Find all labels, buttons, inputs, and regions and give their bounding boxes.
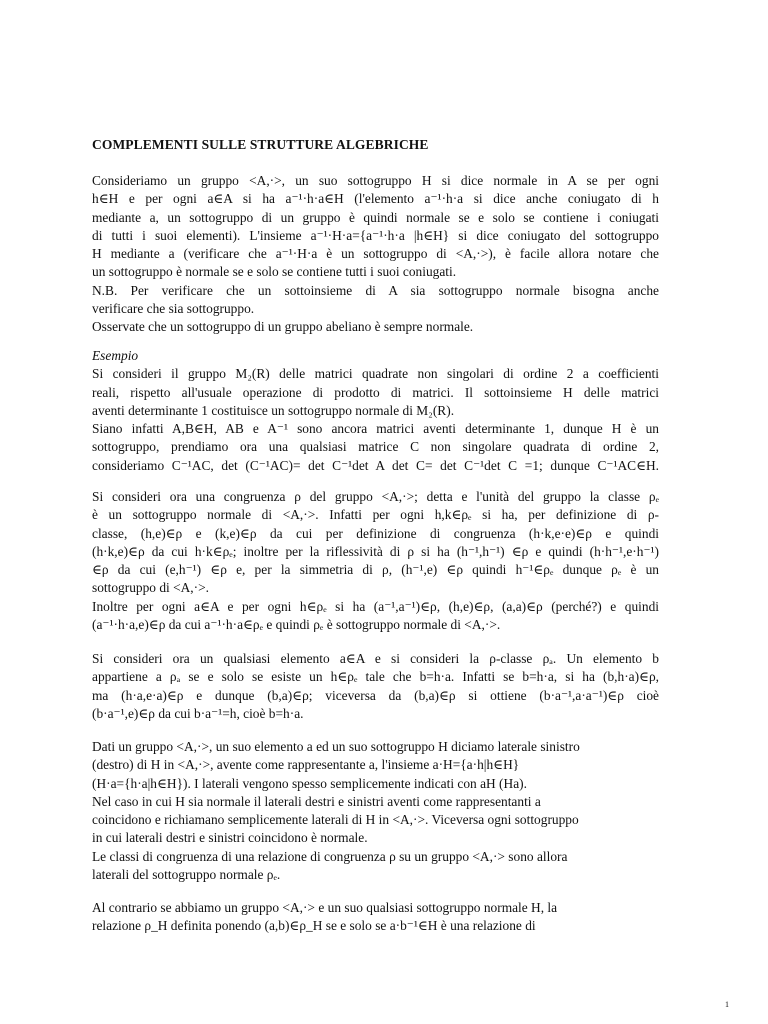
- paragraph-normal-subgroup: [92, 172, 659, 337]
- text-line: sottogruppo di <A,·>.: [92, 580, 210, 596]
- text-line: h∈H e per ogni a∈A si ha a⁻¹·h·a∈H (l'elemento a⁻¹·h·a si dice anche coniugato di h: [92, 191, 659, 207]
- text-line: in cui laterali destri e sinistri coincidono è normale.: [92, 830, 368, 846]
- text-line: (a⁻¹·h·a,e)∈ρ da cui a⁻¹·h·a∈ρₑ e quindi ρₑ è sottogruppo normale di <A,·>.: [92, 617, 501, 633]
- text-line: Si consideri ora un qualsiasi elemento a∈A e si consideri la ρ-classe ρₐ. Un elemento b: [92, 651, 659, 666]
- text-line: H mediante a (verificare che a⁻¹·H·a è un sottogruppo di <A,·>), è facile allora notare che: [92, 246, 659, 262]
- page-number: 1: [725, 1000, 729, 1009]
- text-line: aventi determinante 1 costituisce un sottogruppo normale di M₂(R).: [92, 402, 455, 418]
- example-label: Esempio: [92, 348, 139, 363]
- text-line: reali, rispetto all'usuale operazione di prodotto di matrici. Il sottoinsieme H delle matrici: [92, 384, 659, 400]
- paragraph-cosets: [92, 738, 659, 884]
- text-line: Si consideri ora una congruenza ρ del gruppo <A,·>; detta e l'unità del gruppo la classe ρₑ: [92, 489, 659, 504]
- text-line: (destro) di H in <A,·>, avente come rappresentante a, l'insieme a·H={a·h|h∈H}: [92, 757, 520, 773]
- paragraph-congruence: [92, 488, 659, 634]
- text-line: coincidono e richiamano semplicemente laterali di H in <A,·>. Viceversa ogni sottogruppo: [92, 812, 579, 828]
- text-line: (b·a⁻¹,e)∈ρ da cui b·a⁻¹=h, cioè b=h·a.: [92, 705, 304, 721]
- paragraph-rho-class: [92, 650, 659, 723]
- text-line: consideriamo C⁻¹AC, det (C⁻¹AC)= det C⁻¹det A det C= det C⁻¹det C =1; dunque C⁻¹AC∈H.: [92, 457, 659, 473]
- text-line: relazione ρ_H definita ponendo (a,b)∈ρ_H se e solo se a·b⁻¹∈H è una relazione di: [92, 918, 536, 934]
- text-line: N.B. Per verificare che un sottoinsieme di A sia sottogruppo normale bisogna anche: [92, 282, 659, 298]
- example-section: [92, 347, 659, 475]
- text-line: Siano infatti A,B∈H, AB e A⁻¹ sono ancora matrici aventi determinante 1, dunque H è un: [92, 421, 659, 437]
- text-line: classe, (h,e)∈ρ e (k,e)∈ρ da cui per definizione di congruenza (h·k,e·e)∈ρ e quindi: [92, 525, 659, 541]
- text-line: (H·a={h·a|h∈H}). I laterali vengono spesso semplicemente indicati con aH (Ha).: [92, 775, 527, 791]
- text-line: laterali del sottogruppo normale ρₑ.: [92, 867, 281, 883]
- text-line: (h·k,e)∈ρ da cui h·k∈ρₑ; inoltre per la riflessività di ρ si ha (h⁻¹,h⁻¹) ∈ρ e quindi (h·h⁻¹,e·h⁻¹): [92, 543, 659, 559]
- page-title: COMPLEMENTI SULLE STRUTTURE ALGEBRICHE: [92, 137, 429, 152]
- text-line: sottogruppo, prendiamo ora una qualsiasi matrice C non singolare quadrata di ordine 2,: [92, 439, 659, 455]
- text-line: Inoltre per ogni a∈A e per ogni h∈ρₑ si ha (a⁻¹,a⁻¹)∈ρ, (h,e)∈ρ, (a,a)∈ρ (perché?) e quindi: [92, 598, 659, 614]
- text-line: Osservate che un sottogruppo di un gruppo abeliano è sempre normale.: [92, 319, 474, 335]
- text-line: di tutti i suoi elementi). L'insieme a⁻¹·H·a={a⁻¹·h·a |h∈H} si dice coniugato del sottogruppo: [92, 227, 659, 243]
- text-line: Le classi di congruenza di una relazione di congruenza ρ su un gruppo <A,·> sono allora: [92, 848, 568, 864]
- text-line: appartiene a ρₐ se e solo se esiste un h∈ρₑ tale che b=h·a. Infatti se b=h·a, si ha (b,h·a)∈ρ,: [92, 669, 659, 685]
- text-line: Nel caso in cui H sia normale il laterali destri e sinistri aventi come rappresentanti a: [92, 793, 541, 809]
- text-line: è un sottogruppo normale di <A,·>. Infatti per ogni h,k∈ρₑ si ha, per definizione di ρ-: [92, 507, 659, 523]
- text-line: Dati un gruppo <A,·>, un suo elemento a ed un suo sottogruppo H diciamo laterale sinistro: [92, 739, 580, 754]
- text-line: un sottogruppo è normale se e solo se contiene tutti i suoi coniugati.: [92, 264, 457, 280]
- text-line: ∈ρ da cui (e,h⁻¹) ∈ρ e, per la simmetria di ρ, (h⁻¹,e) ∈ρ quindi h⁻¹∈ρₑ dunque ρₑ è un: [92, 562, 659, 578]
- text-line: Al contrario se abbiamo un gruppo <A,·> e un suo qualsiasi sottogruppo normale H, la: [92, 900, 558, 915]
- text-line: Consideriamo un gruppo <A,·>, un suo sottogruppo H si dice normale in A se per ogni: [92, 173, 659, 188]
- text-line: ma (h·a,e·a)∈ρ e dunque (b,a)∈ρ; viceversa da (b,a)∈ρ si ottiene (b·a⁻¹,a·a⁻¹)∈ρ cioè: [92, 687, 659, 703]
- paragraph-conclusion: [92, 899, 659, 936]
- text-line: mediante a, un sottogruppo di un gruppo è quindi normale se e solo se contiene i coniugati: [92, 209, 659, 225]
- text-line: verificare che sia sottogruppo.: [92, 301, 255, 317]
- text-line: Si consideri il gruppo M₂(R) delle matrici quadrate non singolari di ordine 2 a coefficienti: [92, 366, 659, 382]
